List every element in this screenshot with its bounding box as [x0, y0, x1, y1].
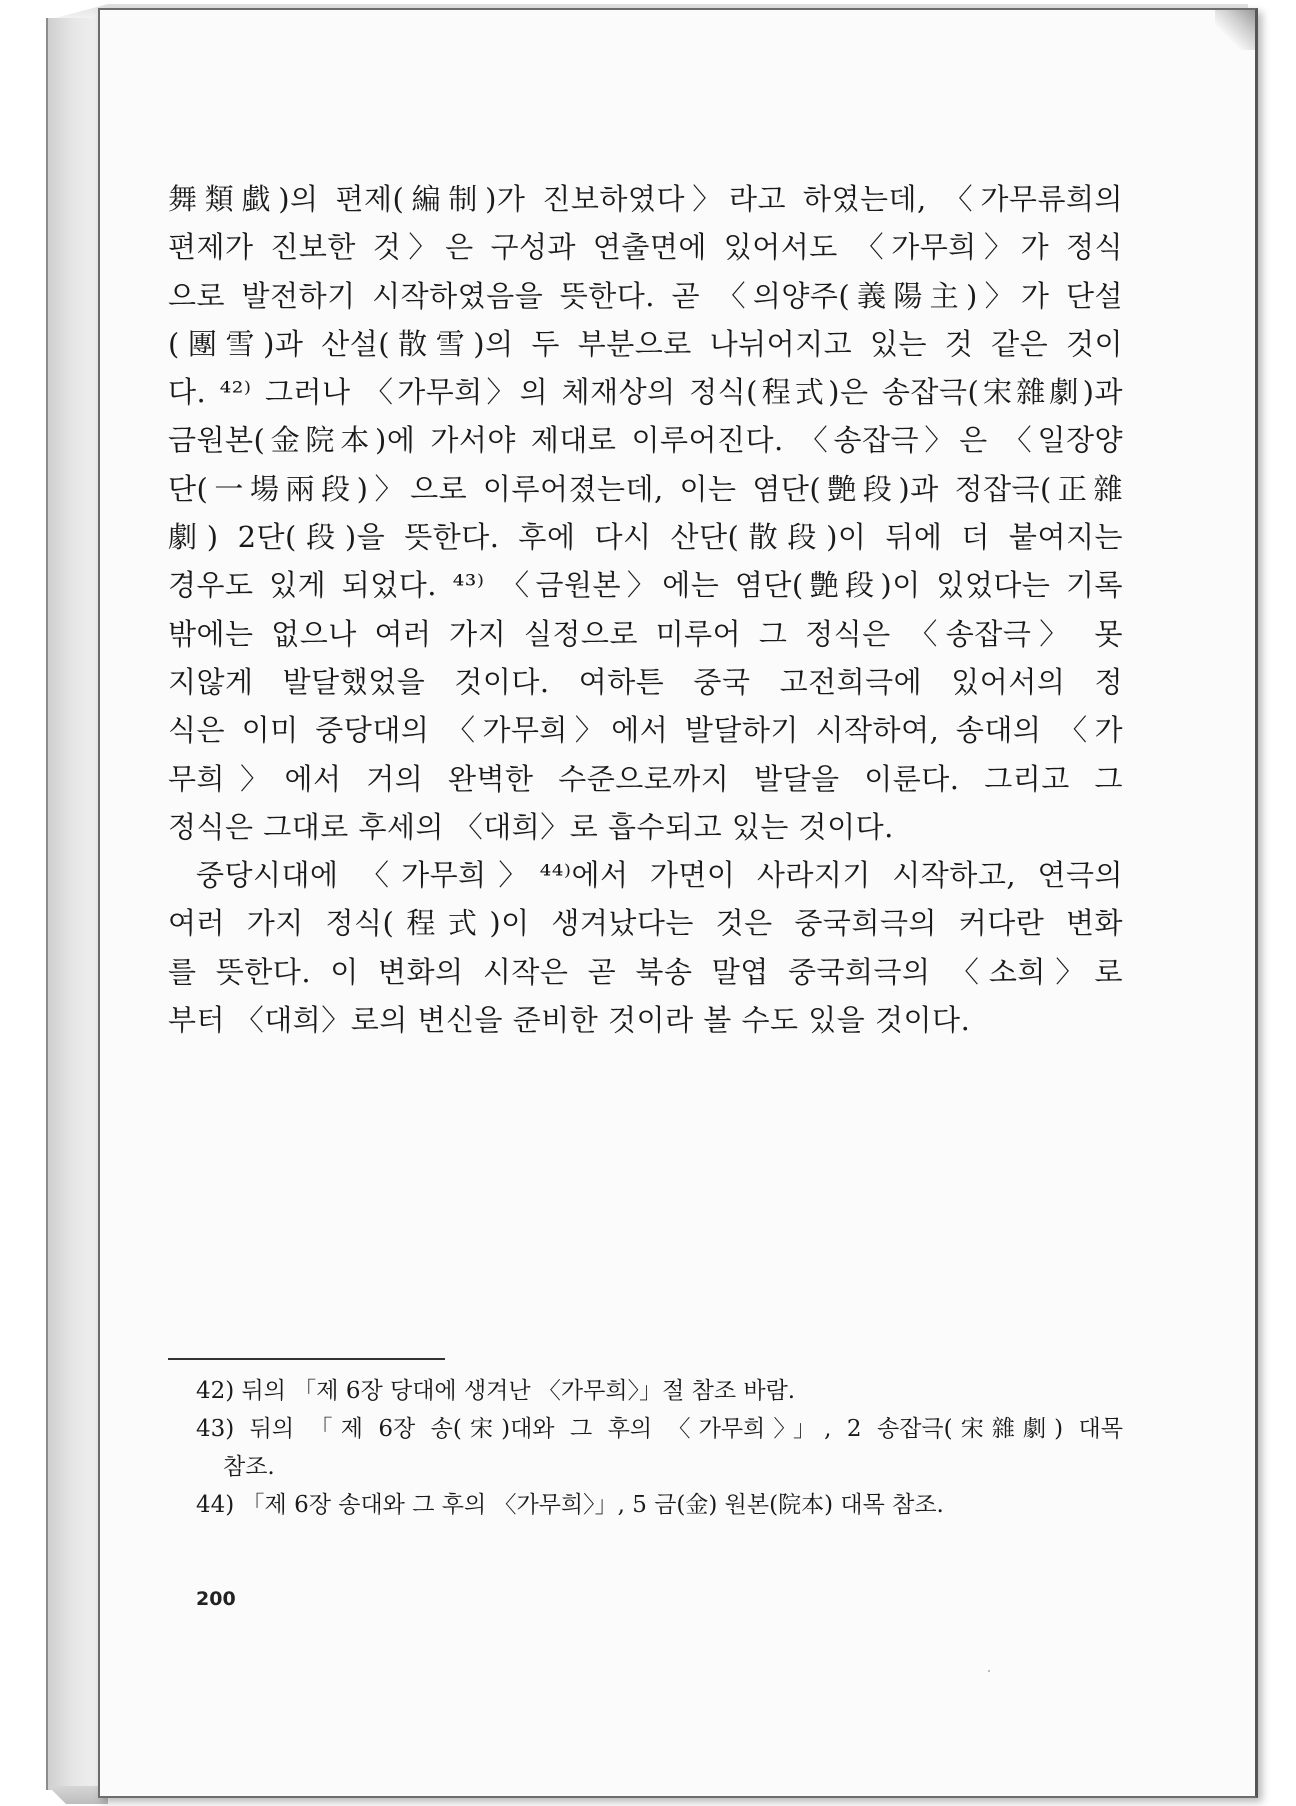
- footnote-line: 참조.: [223, 1454, 275, 1480]
- footnote-line: 42) 뒤의 「제 6장 당대에 생겨난 〈가무희〉」절 참조 바람.: [196, 1378, 796, 1404]
- body-line: (團雪)과 산설(散雪)의 두 부분으로 나뉘어지고 있는 것 같은 것이: [168, 326, 1123, 361]
- body-line: 여러 가지 정식(程式)이 생겨났다는 것은 중국희극의 커다란 변화: [168, 906, 1123, 941]
- footnotes: [196, 1372, 1123, 1524]
- body-line: 으로 발전하기 시작하였음을 뜻한다. 곧 〈의양주(義陽主)〉가 단설: [168, 278, 1123, 313]
- body-line: 무희〉에서 거의 완벽한 수준으로까지 발달을 이룬다. 그리고 그: [168, 761, 1123, 796]
- body-line: 단(一場兩段)〉으로 이루어졌는데, 이는 염단(艶段)과 정잡극(正雜: [168, 471, 1123, 506]
- body-line: 금원본(金院本)에 가서야 제대로 이루어진다. 〈송잡극〉은 〈일장양: [168, 423, 1123, 458]
- body-line: 정식은 그대로 후세의 〈대희〉로 흡수되고 있는 것이다.: [168, 809, 894, 844]
- page-corner-curl: [1215, 10, 1255, 50]
- footnote-line: 43) 뒤의 「제 6장 송(宋)대와 그 후의 〈가무희〉」, 2 송잡극(宋雜劇) 대목: [196, 1416, 1123, 1442]
- body-line: 劇) 2단(段)을 뜻한다. 후에 다시 산단(散段)이 뒤에 더 붙여지는: [168, 520, 1123, 555]
- body-line: 다. ⁴²⁾ 그러나 〈가무희〉의 체재상의 정식(程式)은 송잡극(宋雜劇)과: [168, 375, 1123, 410]
- body-line: 舞類戱)의 편제(編制)가 진보하였다〉라고 하였는데, 〈가무류희의: [168, 182, 1123, 216]
- body-line: 편제가 진보한 것〉은 구성과 연출면에 있어서도 〈가무희〉가 정식: [168, 230, 1123, 265]
- scan-speck: [988, 1670, 990, 1672]
- body-line: 식은 이미 중당대의 〈가무희〉에서 발달하기 시작하여, 송대의 〈가: [168, 713, 1123, 748]
- page-number: 200: [196, 1588, 236, 1610]
- footnote-line: 44) 「제 6장 송대와 그 후의 〈가무희〉」, 5 금(金) 원본(院本) 대목 참조.: [196, 1492, 944, 1518]
- body-line: 밖에는 없으나 여러 가지 실정으로 미루어 그 정식은 〈송잡극〉 못: [168, 616, 1123, 651]
- footnote-divider: [168, 1358, 445, 1360]
- body-line: 부터 〈대희〉로의 변신을 준비한 것이라 볼 수도 있을 것이다.: [168, 1003, 971, 1038]
- body-line: 를 뜻한다. 이 변화의 시작은 곧 북송 말엽 중국희극의 〈소희〉로: [168, 954, 1123, 989]
- book-spine-edge: [46, 18, 104, 1790]
- body-text: [168, 175, 1123, 1044]
- body-line: 지않게 발달했었을 것이다. 여하튼 중국 고전희극에 있어서의 정: [168, 664, 1123, 699]
- body-line: 경우도 있게 되었다. ⁴³⁾ 〈금원본〉에는 염단(艶段)이 있었다는 기록: [168, 568, 1123, 603]
- body-line: 중당시대에 〈가무희〉⁴⁴⁾에서 가면이 사라지기 시작하고, 연극의: [196, 858, 1123, 893]
